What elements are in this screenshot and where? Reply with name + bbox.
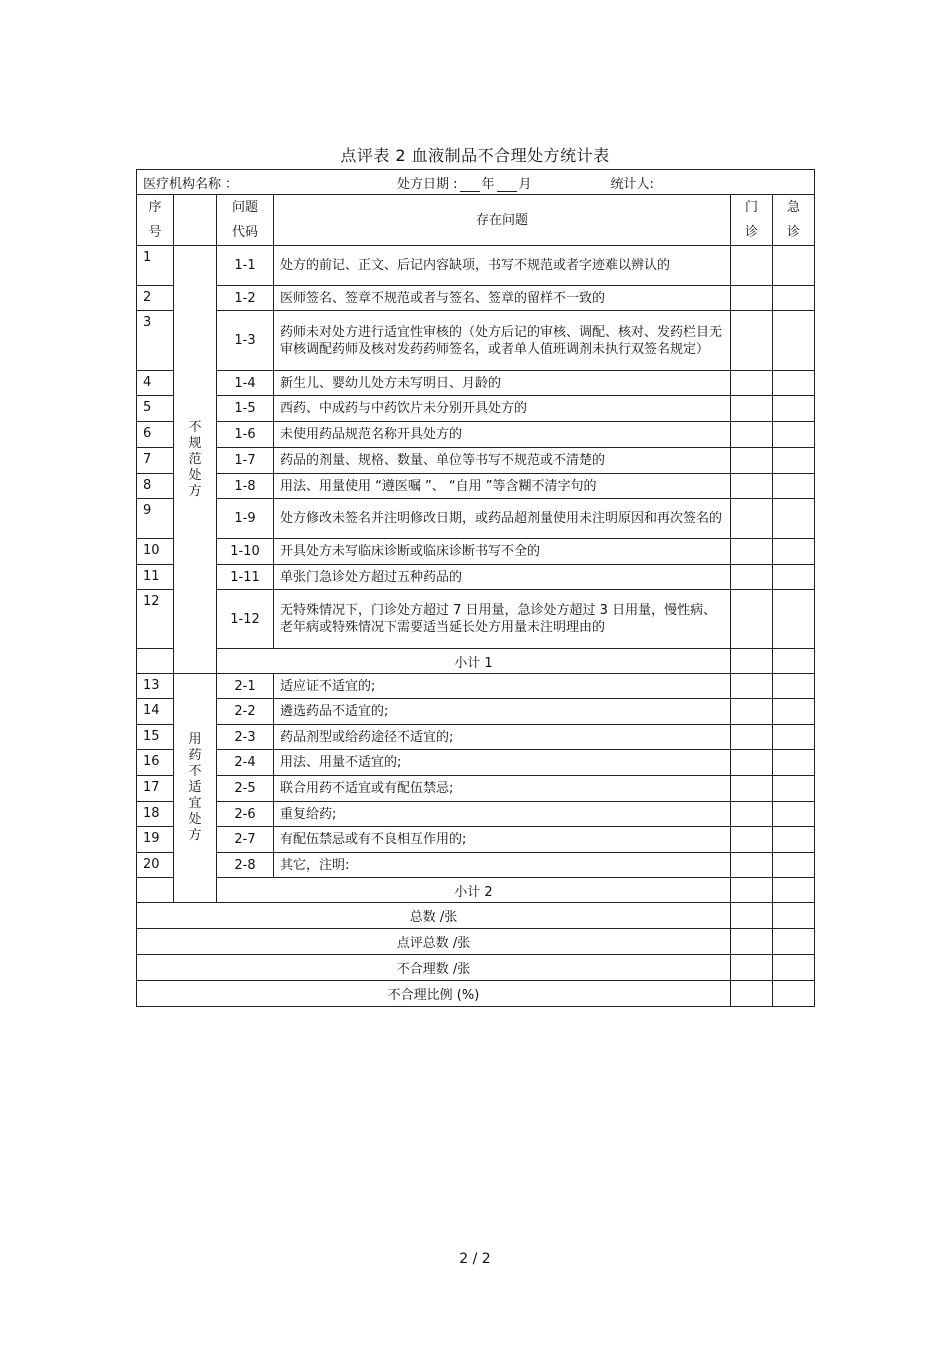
row-seq: 12 [137,590,174,649]
outpatient-cell[interactable] [731,565,773,590]
emergency-cell[interactable] [773,371,815,396]
row-code: 2-3 [217,725,274,750]
row-code: 2-1 [217,674,274,699]
row-description: 适应证不适宜的; [274,674,731,699]
outpatient-cell[interactable] [731,699,773,725]
emergency-cell[interactable] [773,699,815,725]
row-seq: 6 [137,422,174,448]
totals-label: 点评总数 /张 [137,929,731,955]
row-description: 无特殊情况下，门诊处方超过 7 日用量，急诊处方超过 3 日用量，慢性病、老年病或特殊情况下需要适当延长处方用量未注明理由的 [274,590,731,649]
table-row [137,371,815,396]
emergency-cell[interactable] [773,565,815,590]
row-code: 1-4 [217,371,274,396]
outpatient-cell[interactable] [731,853,773,878]
subtotal-row [137,649,815,674]
row-description: 新生儿、婴幼儿处方未写明日、月龄的 [274,371,731,396]
row-seq: 3 [137,311,174,371]
row-description: 重复给药; [274,802,731,827]
outpatient-cell[interactable] [731,474,773,499]
row-code: 1-3 [217,311,274,371]
page-number: 2 / 2 [459,1251,491,1267]
row-description: 药品剂型或给药途径不适宜的; [274,725,731,750]
row-seq: 19 [137,827,174,853]
emergency-cell[interactable] [773,286,815,311]
outpatient-cell[interactable] [731,539,773,565]
outpatient-cell[interactable] [731,396,773,422]
row-code: 2-7 [217,827,274,853]
row-seq: 20 [137,853,174,878]
table-row [137,802,815,827]
outpatient-cell[interactable] [731,802,773,827]
date-label: 处方日期 : [397,176,458,192]
row-code: 2-2 [217,699,274,725]
row-seq: 11 [137,565,174,590]
row-description: 医师签名、签章不规范或者与签名、签章的留样不一致的 [274,286,731,311]
emergency-cell[interactable] [773,448,815,474]
table-row [137,246,815,286]
emergency-cell[interactable] [773,725,815,750]
row-description: 处方修改未签名并注明修改日期，或药品超剂量使用未注明原因和再次签名的 [274,499,731,539]
row-description: 联合用药不适宜或有配伍禁忌; [274,776,731,802]
row-description: 有配伍禁忌或有不良相互作用的; [274,827,731,853]
totals-row [137,903,815,929]
row-seq: 10 [137,539,174,565]
row-seq: 14 [137,699,174,725]
group-label: 不规范处方 [174,246,217,674]
row-seq: 13 [137,674,174,699]
emergency-cell[interactable] [773,649,815,674]
table-row [137,422,815,448]
table-row [137,448,815,474]
outpatient-cell[interactable] [731,750,773,776]
problem-header: 存在问题 [274,195,731,246]
table-row [137,499,815,539]
row-code: 1-7 [217,448,274,474]
row-seq: 4 [137,371,174,396]
statistics-table [136,169,815,1007]
row-description: 用法、用量使用 “遵医嘱 ”、 “自用 ”等含糊不清字句的 [274,474,731,499]
row-description: 西药、中成药与中药饮片未分别开具处方的 [274,396,731,422]
emergency-cell[interactable] [773,590,815,649]
outpatient-cell[interactable] [731,981,773,1007]
row-seq: 8 [137,474,174,499]
outpatient-cell[interactable] [731,499,773,539]
outpatient-cell[interactable] [731,311,773,371]
emergency-cell[interactable] [773,853,815,878]
subtotal-label: 小计 1 [217,649,731,674]
emergency-cell[interactable] [773,750,815,776]
table-row [137,396,815,422]
page-title: 点评表 2 血液制品不合理处方统计表 [340,146,610,165]
outpatient-cell[interactable] [731,674,773,699]
year-label: 年 [481,176,495,192]
outpatient-cell[interactable] [731,422,773,448]
row-description: 用法、用量不适宜的; [274,750,731,776]
emergency-cell[interactable] [773,396,815,422]
code-header: 问题 代码 [217,195,274,246]
row-seq: 2 [137,286,174,311]
row-code: 1-10 [217,539,274,565]
totals-label: 总数 /张 [137,903,731,929]
row-seq: 15 [137,725,174,750]
table-row [137,725,815,750]
emergency-cell[interactable] [773,955,815,981]
row-description: 未使用药品规范名称开具处方的 [274,422,731,448]
outpatient-cell[interactable] [731,955,773,981]
emergency-cell[interactable] [773,539,815,565]
row-seq: 17 [137,776,174,802]
outpatient-cell[interactable] [731,448,773,474]
row-description: 单张门急诊处方超过五种药品的 [274,565,731,590]
totals-label: 不合理比例 (%) [137,981,731,1007]
outpatient-cell[interactable] [731,827,773,853]
outpatient-cell[interactable] [731,878,773,903]
row-code: 1-11 [217,565,274,590]
subtotal-row [137,878,815,903]
row-code: 1-5 [217,396,274,422]
outpatient-cell[interactable] [731,371,773,396]
outpatient-header: 门 诊 [731,195,773,246]
outpatient-cell[interactable] [731,929,773,955]
row-code: 2-8 [217,853,274,878]
emergency-cell[interactable] [773,674,815,699]
row-code: 1-6 [217,422,274,448]
row-code: 1-12 [217,590,274,649]
group-label: 用药不适宜处方 [174,674,217,903]
table-row [137,776,815,802]
header-info-row [137,170,815,195]
emergency-header: 急 诊 [773,195,815,246]
column-header-row [137,195,815,246]
row-seq: 5 [137,396,174,422]
table-row [137,311,815,371]
emergency-cell[interactable] [773,981,815,1007]
outpatient-cell[interactable] [731,590,773,649]
row-code: 1-8 [217,474,274,499]
outpatient-cell[interactable] [731,776,773,802]
table-row [137,590,815,649]
row-description: 遴选药品不适宜的; [274,699,731,725]
row-code: 2-5 [217,776,274,802]
outpatient-cell[interactable] [731,649,773,674]
table-row [137,827,815,853]
table-row [137,539,815,565]
month-label: 月 [518,176,532,192]
table-row [137,699,815,725]
subtotal-seq [137,649,174,674]
table-row [137,565,815,590]
emergency-cell[interactable] [773,878,815,903]
emergency-cell[interactable] [773,776,815,802]
totals-row [137,929,815,955]
row-description: 药品的剂量、规格、数量、单位等书写不规范或不清楚的 [274,448,731,474]
emergency-cell[interactable] [773,827,815,853]
emergency-cell[interactable] [773,802,815,827]
row-seq: 9 [137,499,174,539]
table-row [137,853,815,878]
subtotal-label: 小计 2 [217,878,731,903]
emergency-cell[interactable] [773,903,815,929]
row-description: 药师未对处方进行适宜性审核的（处方后记的审核、调配、核对、发药栏目无审核调配药师及核对发药药师签名，或者单人值班调剂未执行双签名规定） [274,311,731,371]
row-description: 其它，注明: [274,853,731,878]
table-row [137,674,815,699]
row-code: 1-1 [217,246,274,286]
row-code: 1-9 [217,499,274,539]
emergency-cell[interactable] [773,499,815,539]
row-code: 2-6 [217,802,274,827]
group-header [174,195,217,246]
row-code: 2-4 [217,750,274,776]
institution-label: 医疗机构名称 ： [143,176,239,192]
table-row [137,474,815,499]
totals-row [137,981,815,1007]
row-code: 1-2 [217,286,274,311]
row-description: 开具处方未写临床诊断或临床诊断书写不全的 [274,539,731,565]
emergency-cell[interactable] [773,246,815,286]
counter-label: 统计人: [610,176,654,192]
emergency-cell[interactable] [773,929,815,955]
table-row [137,286,815,311]
emergency-cell[interactable] [773,474,815,499]
row-seq: 1 [137,246,174,286]
outpatient-cell[interactable] [731,903,773,929]
emergency-cell[interactable] [773,422,815,448]
outpatient-cell[interactable] [731,246,773,286]
subtotal-seq [137,878,174,903]
outpatient-cell[interactable] [731,725,773,750]
emergency-cell[interactable] [773,311,815,371]
totals-row [137,955,815,981]
table-row [137,750,815,776]
outpatient-cell[interactable] [731,286,773,311]
row-seq: 18 [137,802,174,827]
row-seq: 7 [137,448,174,474]
row-seq: 16 [137,750,174,776]
row-description: 处方的前记、正文、后记内容缺项，书写不规范或者字迹难以辨认的 [274,246,731,286]
seq-header: 序 号 [137,195,174,246]
totals-label: 不合理数 /张 [137,955,731,981]
